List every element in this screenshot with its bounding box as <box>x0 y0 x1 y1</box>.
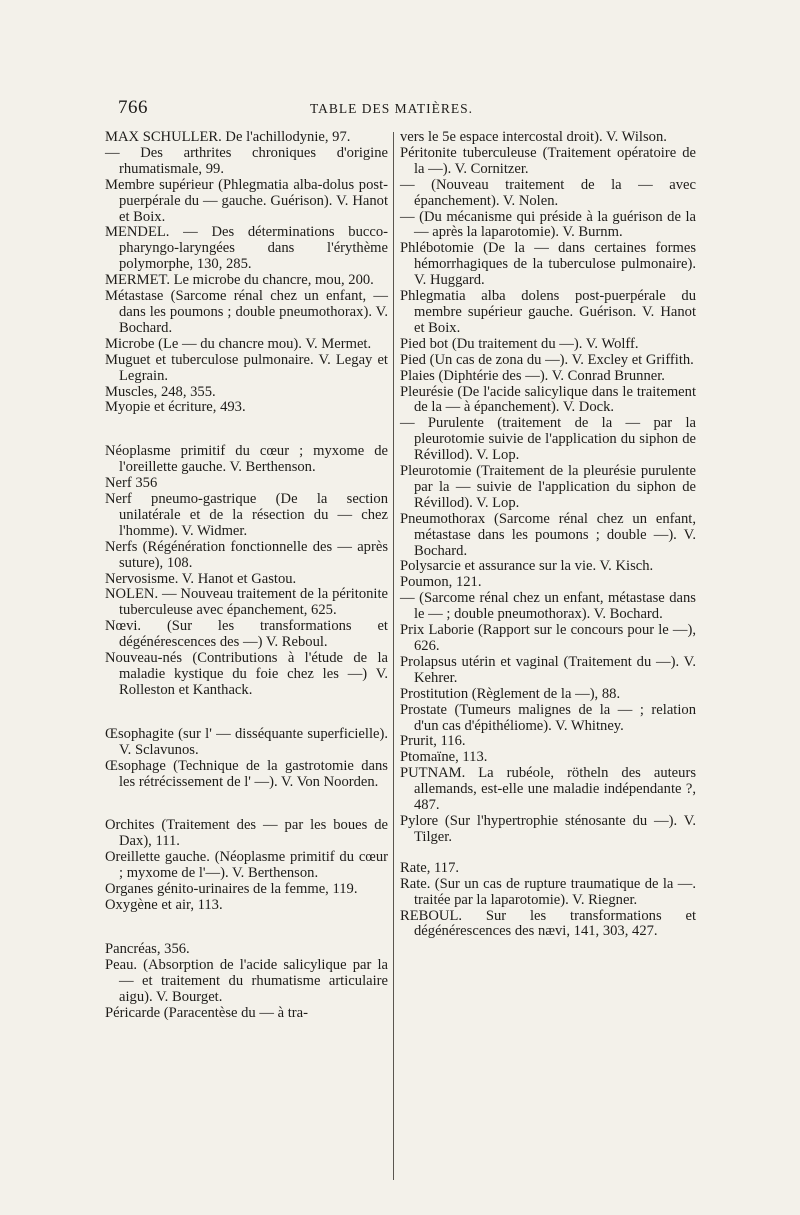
index-entry: Néoplasme primitif du cœur ; myxome de l'oreillette gauche. V. Berthenson. <box>105 443 388 476</box>
index-entry: — (Du mécanisme qui préside à la guérison de la — après la laparotomie). V. Burnm. <box>400 208 696 241</box>
index-entry: Poumon, 121. <box>400 574 482 591</box>
index-entry: Rate, 117. <box>400 859 460 876</box>
index-entry: — (Nouveau traitement de la — avec épanchement). V. Nolen. <box>400 176 696 209</box>
index-entry: Pneumothorax (Sarcome rénal chez un enfant, métastase dans les poumons ; double —). V. Bochard. <box>400 510 696 559</box>
index-entry: Muscles, 248, 355. <box>105 383 216 400</box>
index-entry: Microbe (Le — du chancre mou). V. Mermet. <box>105 335 372 352</box>
index-entry: Métastase (Sarcome rénal chez un enfant, — dans les poumons ; double pneumothorax). V. Bochard. <box>105 288 388 336</box>
index-entry: — Purulente (traitement de la — par la pleurotomie suivie de l'application du siphon de Révillod). V. Lop. <box>400 415 696 464</box>
index-entry: Prostitution (Règlement de la —), 88. <box>400 685 621 702</box>
index-entry: Œsophagite (sur l' — disséquante superficielle). V. Sclavunos. <box>105 725 388 758</box>
index-entry: REBOUL. Sur les transformations et dégénérescences des nævi, 141, 303, 427. <box>400 907 696 940</box>
index-entry: Nouveau-nés (Contributions à l'étude de la maladie kystique du foie chez les —) V. Rolleston et Kanthack. <box>105 650 388 698</box>
index-entry: Pleurotomie (Traitement de la pleurésie purulente par la — suivie de l'application du siphon de Révillod). V. Lop. <box>400 463 696 511</box>
index-entry: Prolapsus utérin et vaginal (Traitement du —). V. Kehrer. <box>400 653 696 686</box>
index-entry: Oxygène et air, 113. <box>105 896 223 913</box>
index-entry: PUTNAM. La rubéole, rötheln des auteurs allemands, est-elle une maladie indépendante ?, 487. <box>400 765 696 814</box>
running-title: TABLE DES MATIÈRES. <box>310 101 474 116</box>
index-entry: — Des arthrites chroniques d'origine rhumatismale, 99. <box>105 144 388 177</box>
index-entry: Plaies (Diphtérie des —). V. Conrad Brunner. <box>400 367 665 384</box>
index-entry: Orchites (Traitement des — par les boues de Dax), 111. <box>105 817 388 850</box>
index-entry: Péritonite tuberculeuse (Traitement opératoire de la —). V. Cornitzer. <box>400 144 696 177</box>
index-entry: Pied (Un cas de zona du —). V. Excley et Griffith. <box>400 351 694 368</box>
index-entry: Prix Laborie (Rapport sur le concours pour le —), 626. <box>400 622 696 654</box>
index-entry: — (Sarcome rénal chez un enfant, métastase dans le — ; double pneumothorax). V. Bochard. <box>400 590 696 623</box>
left-column <box>105 130 388 1021</box>
index-entry: Ptomaïne, 113. <box>400 749 488 766</box>
index-entry: Myopie et écriture, 493. <box>105 399 246 416</box>
right-column <box>400 130 696 940</box>
index-entry: Pleurésie (De l'acide salicylique dans le traitement de la — à épanchement). V. Dock. <box>400 383 696 416</box>
index-entry: Nerf 356 <box>105 475 158 492</box>
index-entry: MENDEL. — Des déterminations bucco-pharyngo-laryngées dans l'érythème polymorphe, 130, 285. <box>105 224 388 273</box>
index-entry: Rate. (Sur un cas de rupture traumatique de la —. traitée par la laparotomie). V. Riegner. <box>400 875 696 908</box>
index-entry: Pancréas, 356. <box>105 940 190 957</box>
index-entry: Nerf pneumo-gastrique (De la section unilatérale et de la résection du — chez l'homme). V. Widmer. <box>105 491 388 539</box>
page-number: 766 <box>118 97 148 118</box>
index-entry: Prostate (Tumeurs malignes de la — ; relation d'un cas d'épithéliome). V. Whitney. <box>400 701 696 734</box>
index-entry: Prurit, 116. <box>400 733 466 750</box>
index-entry: Pied bot (Du traitement du —). V. Wolff. <box>400 335 639 352</box>
index-entry: Peau. (Absorption de l'acide salicylique par la — et traitement du rhumatisme articulaire aigu). V. Bourget. <box>105 956 388 1005</box>
index-entry: Phlegmatia alba dolens post-puerpérale du membre supérieur gauche. Guérison. V. Hanot et Boix. <box>400 288 696 336</box>
index-entry: Œsophage (Technique de la gastrotomie dans les rétrécissement de l' —). V. Von Noorden. <box>105 757 388 790</box>
index-entry: Péricarde (Paracentèse du — à tra- <box>105 1004 308 1021</box>
index-entry: Nerfs (Régénération fonctionnelle des — après suture), 108. <box>105 538 388 571</box>
index-entry: Organes génito-urinaires de la femme, 119. <box>105 881 358 898</box>
index-entry: Phlébotomie (De la — dans certaines formes hémorrhagiques de la tuberculose pulmonaire). V. Huggard. <box>400 240 696 289</box>
index-entry: vers le 5e espace intercostal droit). V. Wilson. <box>400 129 667 145</box>
index-entry: Nœvi. (Sur les transformations et dégénérescences des —) V. Reboul. <box>105 618 388 651</box>
index-entry: MERMET. Le microbe du chancre, mou, 200. <box>105 272 374 289</box>
index-entry: MAX SCHULLER. De l'achillodynie, 97. <box>105 129 351 145</box>
index-entry: Polysarcie et assurance sur la vie. V. Kisch. <box>400 558 654 575</box>
index-entry: Pylore (Sur l'hypertrophie sténosante du —). V. Tilger. <box>400 812 696 845</box>
index-entry: Muguet et tuberculose pulmonaire. V. Legay et Legrain. <box>105 351 388 384</box>
index-entry: Membre supérieur (Phlegmatia alba-dolus post-puerpérale du — gauche. Guérison). V. Hanot et Boix. <box>105 176 388 225</box>
column-divider <box>393 132 394 1180</box>
index-entry: NOLEN. — Nouveau traitement de la péritonite tuberculeuse avec épanchement, 625. <box>105 586 388 619</box>
index-entry: Oreillette gauche. (Néoplasme primitif du cœur ; myxome de l'—). V. Berthenson. <box>105 849 388 882</box>
index-entry: Nervosisme. V. Hanot et Gastou. <box>105 570 297 587</box>
